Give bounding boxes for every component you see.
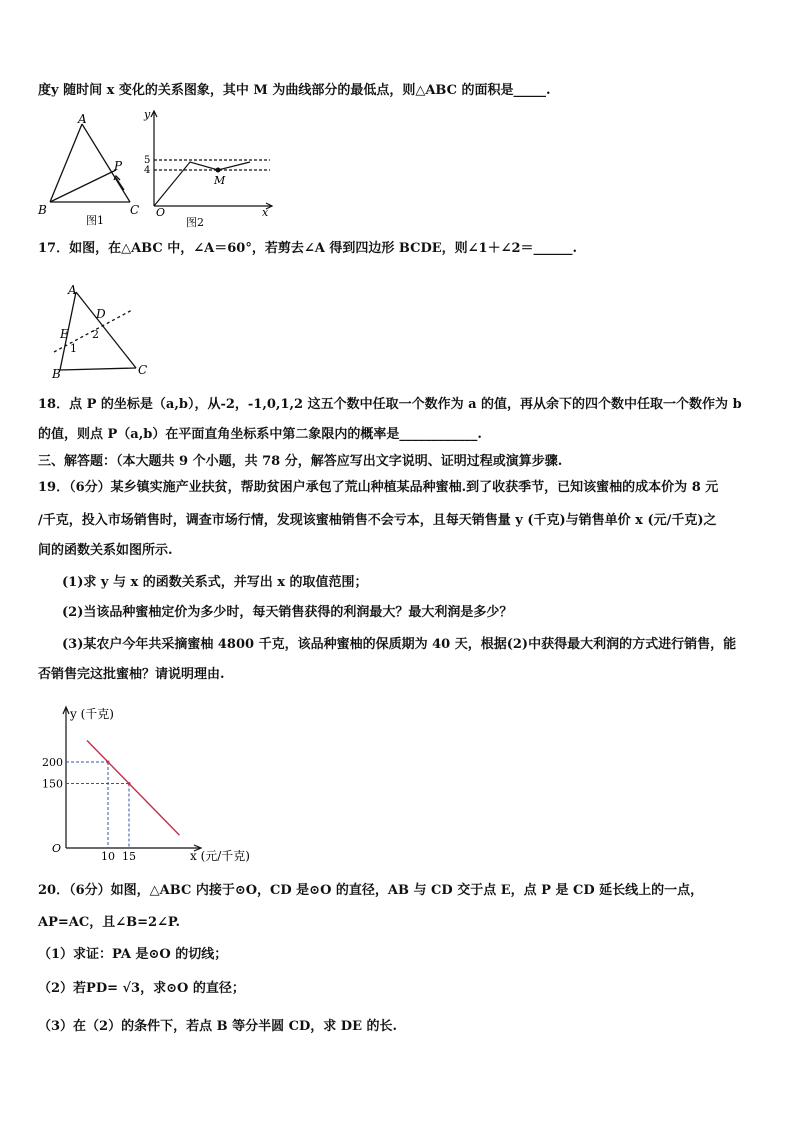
q16-text: 度y 随时间 x 变化的关系图象，其中 M 为曲线部分的最低点，则△ABC 的面积是_____. (38, 83, 551, 98)
y-tick-label-1: 150 (42, 777, 63, 791)
q19-part1: (1)求 y 与 x 的函数关系式，并写出 x 的取值范围； (62, 575, 368, 590)
q19-line2: /千克，投入市场销售时，调查市场行情，发现该蜜柚销售不会亏本，且每天销售量 y (千克)与销售单价 x (元/千克)之 (38, 513, 717, 528)
axis-x: x (262, 206, 269, 219)
q18-line2: 的值，则点 P（a,b）在平面直角坐标系中第二象限内的概率是____________. (38, 427, 482, 442)
axis-y: y (144, 108, 151, 121)
q20-part2: （2）若PD= √3，求⊙O 的直径； (38, 981, 245, 996)
label-1: 1 (70, 342, 77, 355)
q16-figure1 (34, 112, 144, 230)
fig1-caption: 图1 (86, 214, 104, 227)
data-point-1 (128, 782, 131, 785)
fig2-caption: 图2 (186, 216, 204, 229)
label-M: M (214, 174, 226, 187)
section3-heading: 三、解答题：（本大题共 9 个小题，共 78 分，解答应写出文字说明、证明过程或演算步骤. (38, 454, 563, 469)
q20-part3: （3）在（2）的条件下，若点 B 等分半圆 CD，求 DE 的长. (38, 1019, 398, 1034)
tick-5: 5 (144, 155, 151, 166)
label-D: D (96, 307, 106, 321)
tick-4: 4 (144, 165, 151, 176)
label-O: O (156, 206, 166, 219)
q17-figure (46, 282, 156, 382)
origin-label: O (52, 842, 62, 855)
q17-text: 17．如图，在△ABC 中，∠A＝60°，若剪去∠A 得到四边形 BCDE，则∠1＋∠2＝______. (38, 241, 578, 256)
x-tick-label-0: 10 (101, 850, 115, 863)
label-A: A (68, 283, 77, 297)
q18-line1: 18．点 P 的坐标是（a,b），从-2，-1,0,1,2 这五个数中任取一个数作为 a 的值，再从余下的四个数中任取一个数作为 b (38, 397, 742, 412)
label-P: P (114, 159, 123, 173)
q19-part3a: (3)某农户今年共采摘蜜柚 4800 千克，该品种蜜柚的保质期为 40 天，根据(2)中获得最大利润的方式进行销售，能 (62, 637, 737, 652)
y-tick-label-0: 200 (42, 756, 63, 769)
label-C: C (138, 363, 148, 377)
q16-figure2 (140, 106, 280, 230)
label-B: B (52, 367, 61, 381)
data-point-0 (107, 761, 110, 764)
q20-part1: （1）求证：PA 是⊙O 的切线； (38, 947, 228, 962)
q19-line1: 19．（6分）某乡镇实施产业扶贫，帮助贫困户承包了荒山种植某品种蜜柚.到了收获季节，已知该蜜柚的成本价为 8 元 (38, 480, 719, 495)
y-axis-label: y (千克) (70, 707, 114, 721)
q19-chart (40, 700, 280, 870)
label-C: C (130, 203, 140, 217)
q20-line2: AP=AC，且∠B=2∠P. (38, 915, 181, 930)
q19-part2: (2)当该品种蜜柚定价为多少时，每天销售获得的利润最大？最大利润是多少？ (62, 605, 513, 620)
label-E: E (60, 327, 69, 341)
q19-part3b: 否销售完这批蜜柚？请说明理由. (38, 667, 225, 682)
x-tick-label-1: 15 (122, 850, 136, 863)
label-B: B (38, 203, 47, 217)
x-axis-label: x (元/千克) (190, 849, 250, 863)
q19-line3: 间的函数关系如图所示. (38, 543, 173, 558)
label-A: A (78, 112, 87, 126)
series-line (87, 741, 179, 836)
label-2: 2 (92, 328, 99, 341)
q20-line1: 20．（6分）如图，△ABC 内接于⊙O，CD 是⊙O 的直径，AB 与 CD 交于点 E，点 P 是 CD 延长线上的一点， (38, 883, 704, 898)
